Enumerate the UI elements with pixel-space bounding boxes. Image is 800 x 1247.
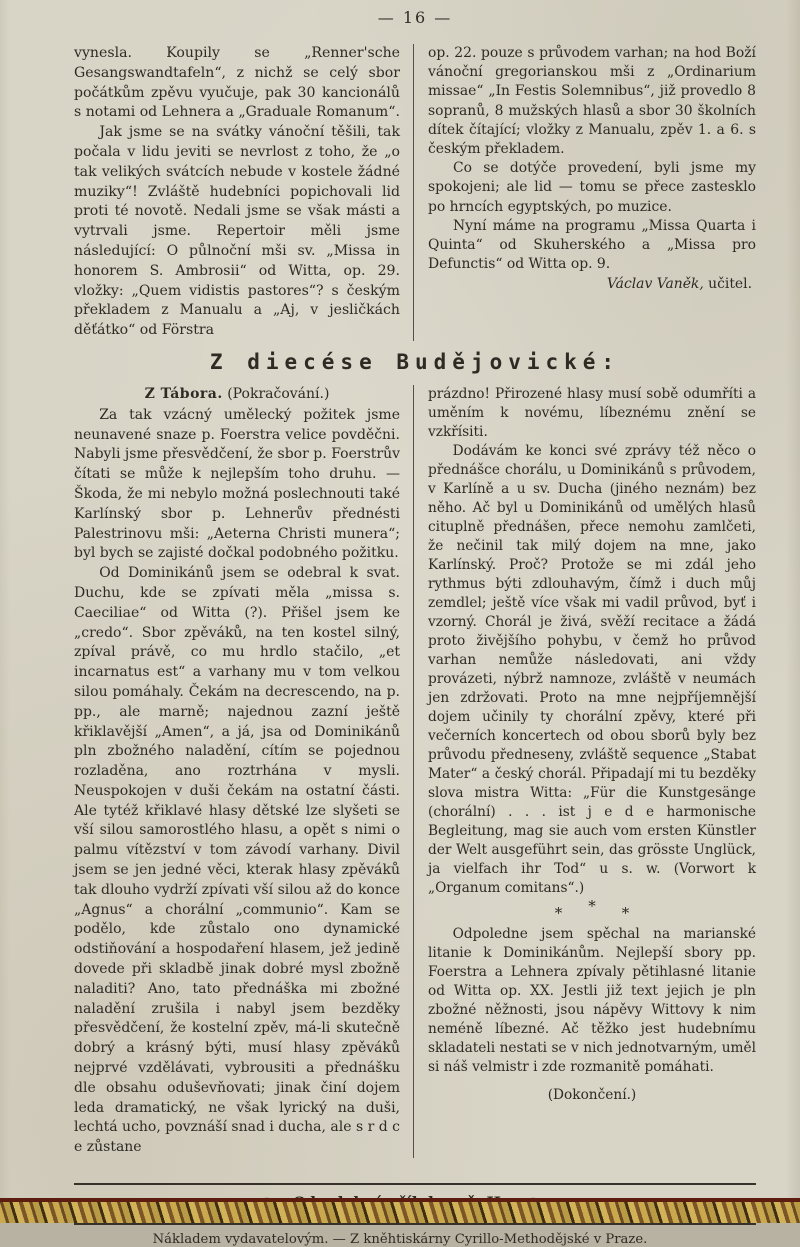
asterisk-icon: * [621, 903, 630, 922]
main-right-column [414, 385, 756, 1158]
author-name: Václav Vaněk, [606, 276, 704, 293]
paragraph: Nyní máme na programu „Missa Quarta i Quinta“ od Skuherského a „Missa pro Defunctis“ od Witta op. 9. [428, 217, 756, 273]
paragraph: op. 22. pouze s průvodem varhan; na hod Boží vánoční gregorianskou mši z „Ordinarium missae“ „In Festis Solemnibus“, již provedlo 8 sopranů, 8 mužských hlasů a sbor 30 školních dítek čítající; vložky z Manualu, zpěv 1. a 6. s českým překladem. [428, 45, 756, 158]
asterisk-icon: * [588, 896, 596, 915]
article-tabor-part2 [74, 385, 756, 1158]
top-right-column [414, 44, 756, 341]
section-heading: Z diecése Budějovické: [209, 349, 621, 374]
author-signature [428, 275, 756, 294]
main-left-column [74, 385, 414, 1158]
top-left-column [74, 44, 414, 341]
page-number: — 16 — [377, 8, 453, 27]
author-role: učitel. [703, 276, 752, 293]
asterism-separator [428, 896, 756, 923]
page-bottom-edge [0, 1198, 800, 1223]
imprint-line: Nákladem vydavatelovým. — Z kněhtiskárny Cyrillo-Methodějské v Praze. [152, 1232, 648, 1247]
asterisk-icon: * [554, 903, 563, 922]
article-title-note: (Pokračování.) [227, 385, 330, 402]
article-title-place: Z Tábora. [144, 385, 223, 402]
divider-rule-thin [74, 1183, 756, 1185]
paragraph: prázdno! Přirozené hlasy musí sobě odumříti a uměním k novému, líbeznému znění se vzkřísiti. [428, 385, 756, 440]
paragraph: Odpoledne jsem spěchal na marianské litanie k Dominikánům. Nejlepší sbory pp. Foerstra a Lehnera zpívaly pětihlasné litanie od Witta op. XX. Jestli již text jejich je pln zbožné něžnosti, jsou nápěvy Wittovy k nim neméně líbezné. Ač těžko jest hudebnímu skladateli nestati se v nich jednotvarným, uměl si náš velmistr i zde rozmanitě pomáhati. [428, 925, 756, 1075]
article-ending-note: (Dokončení.) [547, 1086, 637, 1103]
paragraph: Od Dominikánů jsem se odebral k svat. Duchu, kde se zpívati měla „missa s. Caeciliae“ od Witta (?). Přišel jsem ke „credo“. Sbor zpěváků, na ten kostel silný, zpíval právě, co mu hrdlo stačilo, „et incarnatus est“ a varhany mu v tom velkou silou pomáhaly. Čekám na decrescendo, na p. pp., ale marně; najednou zazní ještě křiklavější „Amen“, a já, jsa od Dominikánů pln zbožného naladění, cítím se pojednou rozladěna, ano roztrhána v mysli. Neuspokojen v duši čekám na ostatní části. Ale tytéž křiklavé hlasy dětské lze slyšeti se vší silou samorostlého hlasu, a opět s nimi o palmu vítězství v tom závodí varhany. Divil jsem se jen jedné věci, kterak hlasy zpěváků tak dlouho vydrží zpívati vší silou až do konce „Agnus“ a chorální „communio“. Kam se podělo, kde zůstalo ono dynamické odstiňování a hospodaření hlasem, jež jedině dovede při skladbě jinak dobré mysl zbožně naladiti? Ano, tato přednáška mi zbožné naladění zrušila i nabyl jsem bezděky přesvědčení, že kostelní zpěv, má-li skutečně dobrý a krásný býti, musí hlasy zpěváků nejprvé vzdělávati, vybrousiti a přednášku dle obsahu oduševňovati; jinak činí dojem leda dramatický, ne však lyrický na duši, lechtá ucho, povznáší snad i ducha, ale s r d c e zůstane [74, 565, 400, 1156]
article-tabor-part1 [74, 44, 756, 341]
paragraph: Dodávám ke konci své zprávy též něco o přednášce chorálu, u Dominikánů s průvodem, v Karlíně a u sv. Ducha (jiného neznám) bez něho. Ač byl u Dominikánů od umělých hlasů cituplně přednášen, přece nemohu zamlčeti, že nečinil tak milý dojem na mne, jako Karlínský. Proč? Protože se mi zdál jeho rythmus býti zdlouhavým, čímž i duch můj zemdlel; ještě více však mi vadil průvod, byť i vzorný. Chorál je živá, svěží recitace a žádá proto živějšího pohybu, v čemž ho průvod varhan nemůže následovati, ani vždy provázeti, nýbrž namnoze, zvláště v neumách jen zdržovati. Proto na mne nejpříjemnější dojem učinily ty chorální zpěvy, které při večerních koncertech od obou sborů byly bez průvodu předneseny, zvláště sequence „Stabat Mater“ a český chorál. Připadají mi tu bezděky slova mistra Witta: „Für die Kunstgesänge (chorální) . . . ist j e d e harmonische Begleitung, mag sie auch vom ersten Künstler der Welt ausgeführt sein, das grösste Unglück, ja vielfach ihr Tod“ u s. w. (Vorwort k „Organum comitans“.) [428, 442, 756, 896]
paragraph: vynesla. Koupily se „Renner'sche Gesangswandtafeln“, z nichž se celý sbor počátkům zpěvu vyučuje, pak 30 kancionálů s notami od Lehnera a „Graduale Romanum“. [74, 45, 400, 121]
article-title [74, 385, 400, 405]
paragraph: Co se dotýče provedení, byli jsme my spokojeni; ale lid — tomu se přece zastesklo po hrncích egyptských, po muzice. [428, 160, 756, 215]
paragraph: Jak jsme se na svátky vánoční těšili, tak počala v lidu jeviti se nevrlost z toho, že „o tak velikých svátcích nebude v kostele žádné muziky“! Zvláště hudebníci popichovali lid proti té novotě. Nedali jsme se však másti a vytrvali jsme. Repertoir měli jsme následující: O půlnoční mši sv. „Missa in honorem S. Ambrosii“ od Witta, op. 29. vložky: „Quem vidistis pastores“? s českým překladem z Manualu a „Aj, v jesličkách děťátko“ od Förstra [74, 124, 400, 339]
paragraph: Za tak vzácný umělecký požitek jsme neunavené snaze p. Foerstra velice povděčni. Nabyli jsme přesvědčení, že sbor p. Foerstrův čítati se může k nejlepším toho druhu. — Škoda, že mi nebylo možná poslechnouti také Karlínský sbor p. Lehnerův přednésti Palestrinovu mši: „Aeterna Christi munera“; byl bych se zajisté dočkal podobného požitku. [74, 406, 400, 562]
